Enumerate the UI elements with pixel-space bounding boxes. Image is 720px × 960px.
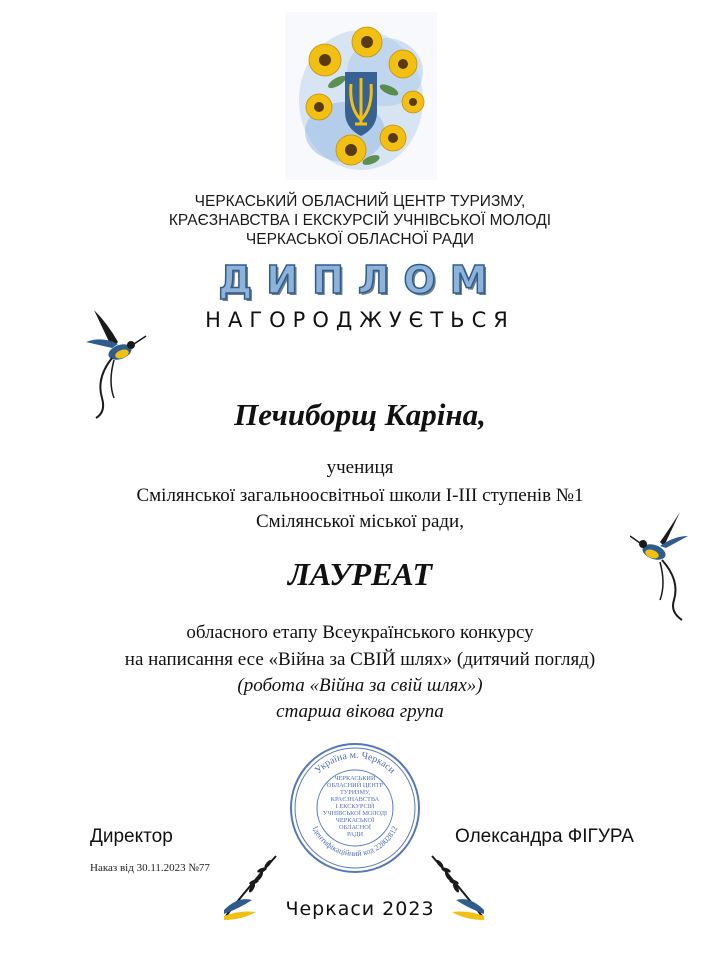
stamp-center-line: ЧЕРКАСЬКИЙ [334,775,376,782]
org-line-1: ЧЕРКАСЬКИЙ ОБЛАСНИЙ ЦЕНТР ТУРИЗМУ, [194,193,526,210]
stamp-center-line: УЧНІВСЬКОЇ МОЛОДІ [322,810,388,817]
stamp-center-line: ОБЛАСНОЇ [339,824,371,831]
stamp-center-line: І ЕКСКУРСІЙ [335,803,375,810]
stamp-ring-top: Україна м. Черкаси [312,749,398,777]
diploma-title: ДИПЛОМ [218,258,502,302]
signatory-position: Директор [90,826,173,847]
recipient-role: учениця [326,457,394,478]
stamp-center-line: ОБЛАСНИЙ ЦЕНТР [326,782,384,789]
official-stamp [287,740,423,876]
signatory-name: Олександра ФІГУРА [455,826,634,847]
org-line-3: ЧЕРКАСЬКОЇ ОБЛАСНОЇ РАДИ [245,231,475,248]
recipient-school: Смілянської загальноосвітньої школи І-ІІІ ступенів №1 [136,485,584,506]
stamp-center-line: РАДИ [346,831,364,838]
contest-group: старша вікова група [276,701,444,722]
contest-line-1: обласного етапу Всеукраїнського конкурсу [186,622,534,643]
order-reference: Наказ від 30.11.2023 №77 [90,862,210,874]
award-title: ЛАУРЕАТ [287,556,433,592]
recipient-council: Смілянської міської ради, [256,511,464,532]
contest-line-2: на написання есе «Війна за СВІЙ шлях» (дитячий погляд) [124,649,596,670]
stamp-center-line: ЧЕРКАСЬКОЇ [335,817,375,824]
awarded-heading: НАГОРОДЖУЄТЬСЯ [205,308,515,332]
recipient-name: Печиборщ Каріна, [234,397,486,432]
contest-work: (робота «Війна за свій шлях») [237,675,483,696]
city-year: Черкаси 2023 [285,898,435,920]
org-line-2: КРАЄЗНАВСТВА І ЕКСКУРСІЙ УЧНІВСЬКОЇ МОЛОДІ [168,212,552,229]
trident-sunflower-emblem [285,12,437,180]
stamp-center-line: КРАЄЗНАВСТВА [330,796,380,803]
stamp-ring-bottom: Ідентифікаційний код 22802812 [310,824,400,859]
stamp-center-line: ТУРИЗМУ, [339,789,371,796]
